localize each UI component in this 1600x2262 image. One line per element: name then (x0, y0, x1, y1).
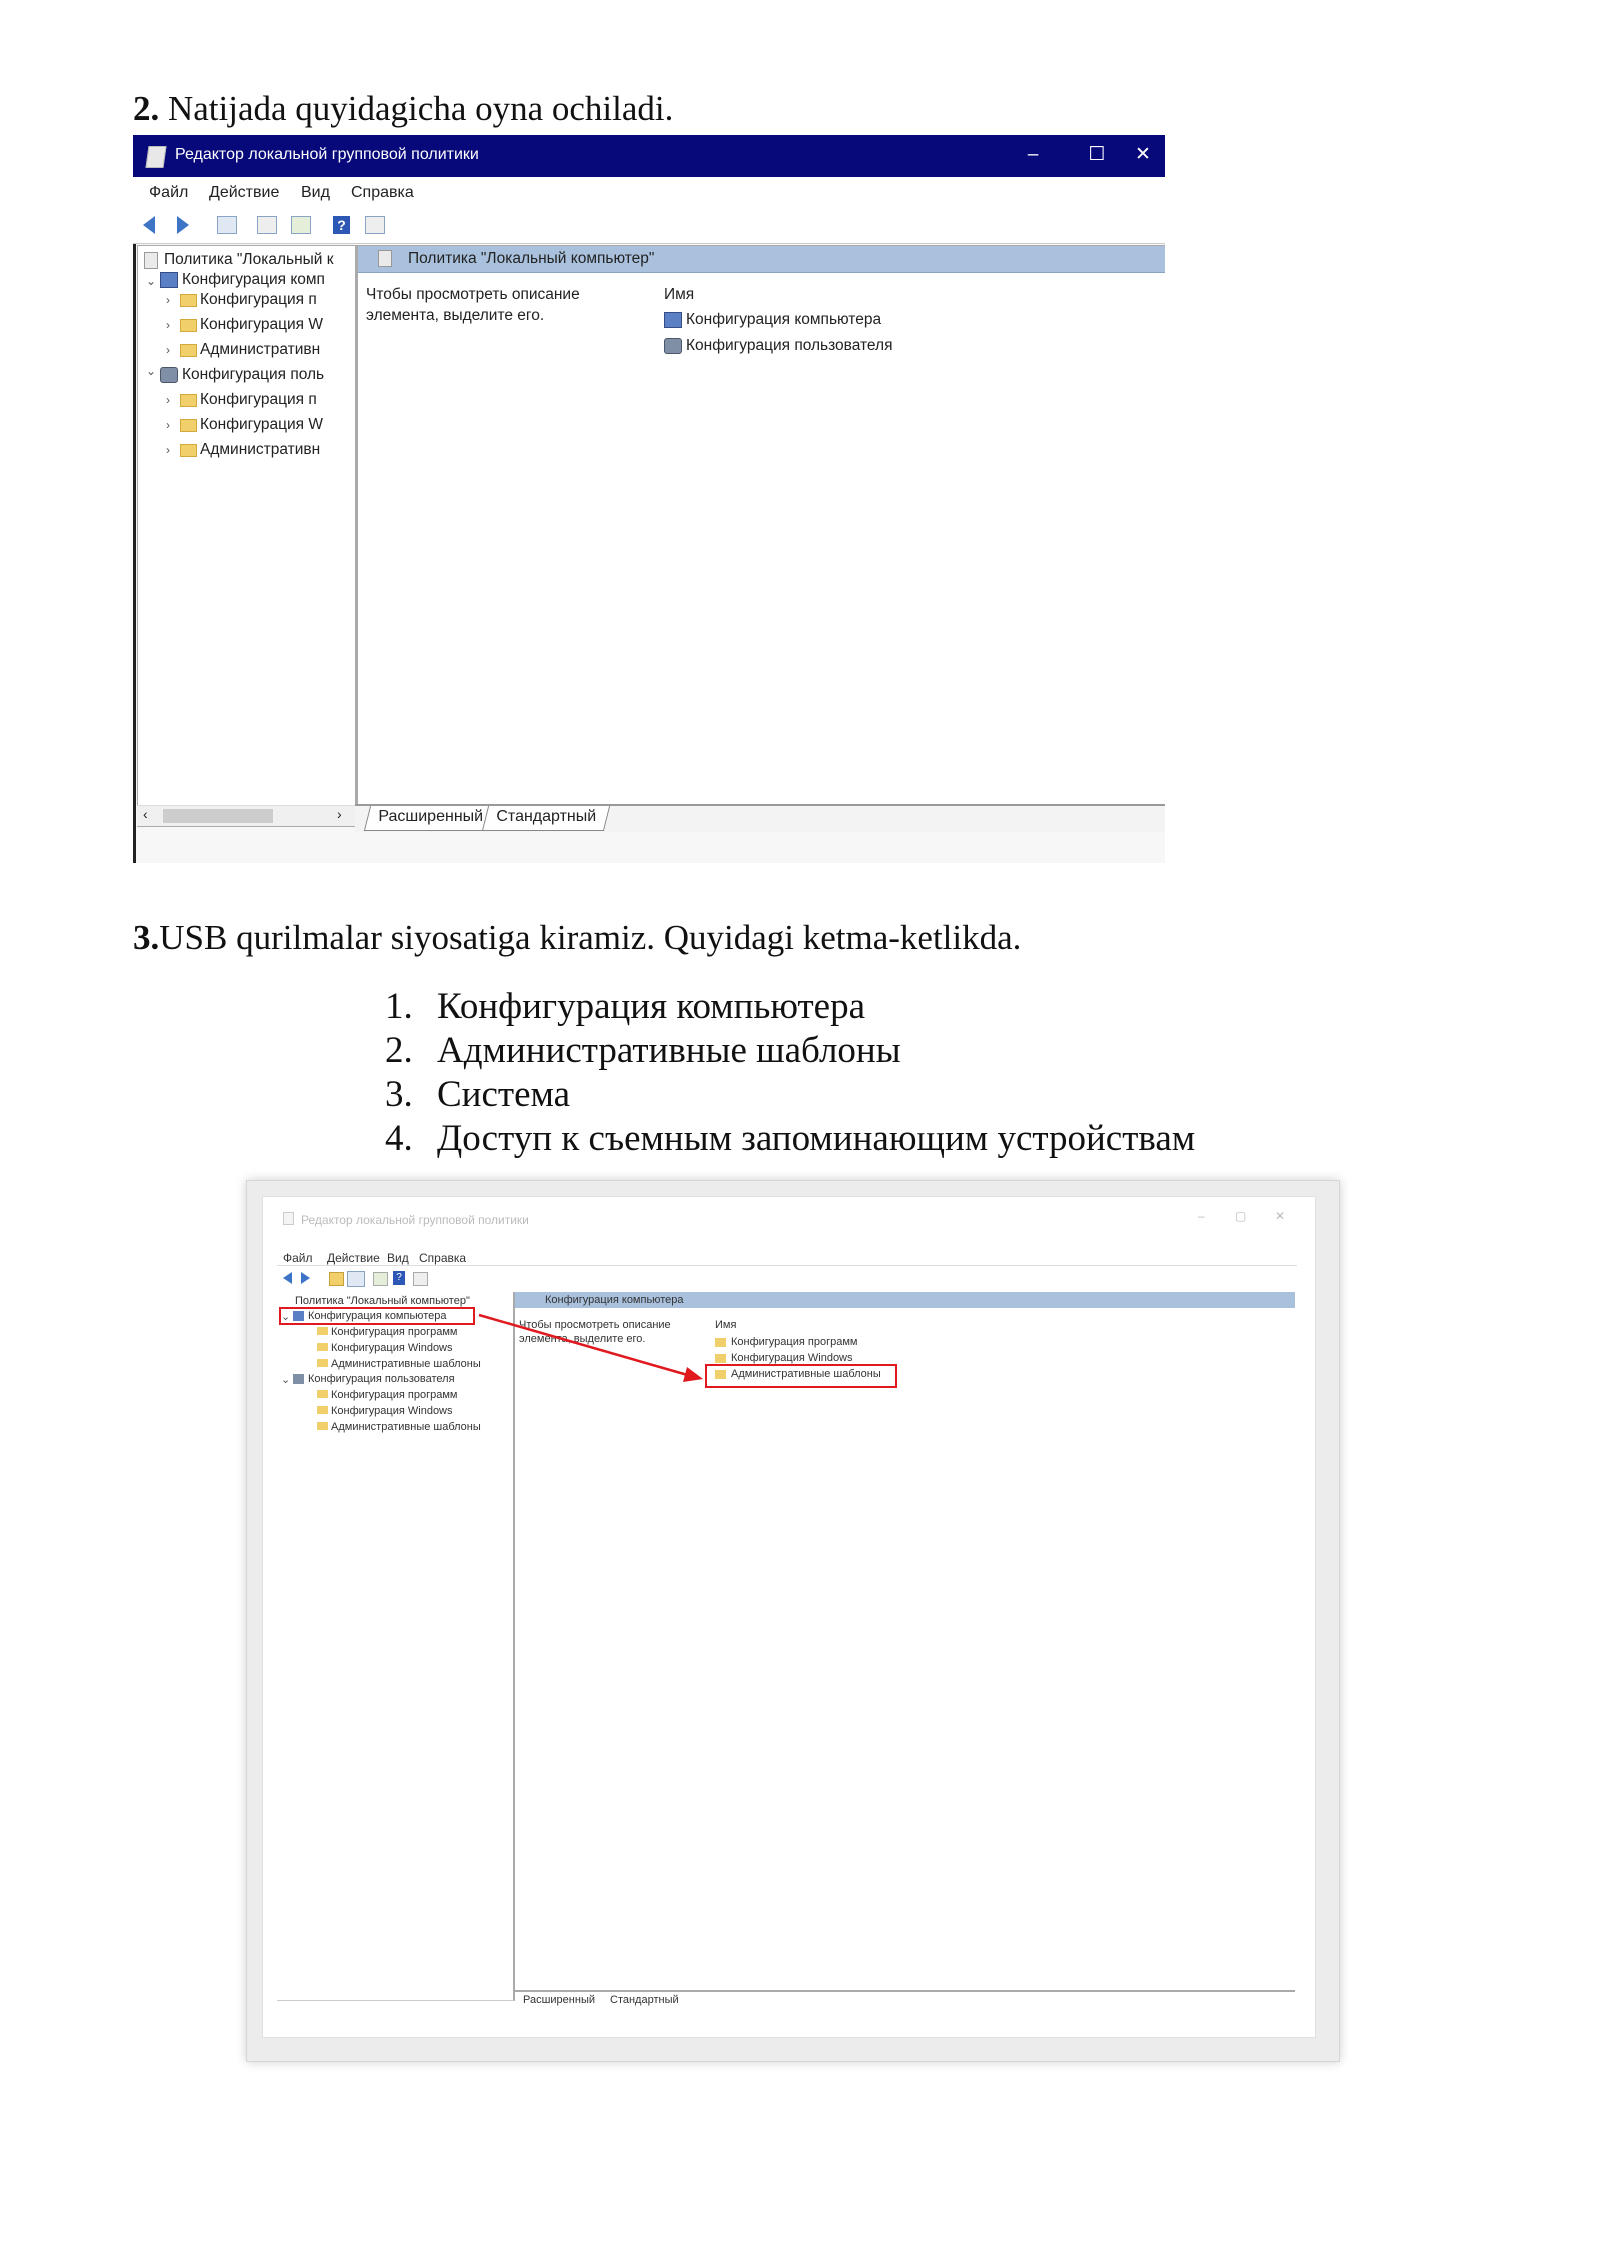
arrow-head (683, 1367, 703, 1382)
close-button[interactable]: ✕ (1135, 144, 1151, 165)
details-pane (355, 245, 1165, 804)
step-number: 3. (385, 1074, 413, 1115)
scroll-right-icon[interactable]: › (337, 806, 342, 822)
tab-label: Расширенный (378, 808, 484, 825)
menu-view[interactable]: Вид (387, 1251, 409, 1265)
computer-icon (664, 312, 682, 328)
menu-bar (133, 177, 1165, 208)
maximize-button[interactable]: ☐ (1088, 144, 1106, 165)
name-column-header[interactable]: Имя (664, 286, 695, 303)
step-2-number: 2. (133, 89, 160, 128)
tab-standard[interactable] (482, 806, 610, 831)
step-2-paragraph (133, 88, 673, 130)
tab-label: Стандартный (496, 808, 597, 825)
name-column-header[interactable]: Имя (715, 1319, 737, 1331)
menu-action[interactable]: Действие (209, 184, 280, 201)
tab-extended[interactable] (364, 806, 497, 831)
tree-user-windows-settings[interactable]: Конфигурация W (200, 416, 323, 433)
list-item[interactable]: Конфигурация Windows (731, 1352, 853, 1364)
chevron-right-icon[interactable]: › (166, 293, 170, 307)
step-3-number: 3. (133, 918, 160, 957)
tree-windows-settings[interactable]: Конфигурация W (200, 316, 323, 333)
horizontal-scrollbar[interactable] (137, 805, 355, 826)
tree-windows-settings[interactable]: Конфигурация Windows (331, 1342, 453, 1354)
export-icon[interactable] (291, 216, 311, 234)
minimize-button[interactable]: – (1198, 1209, 1205, 1223)
tree-software-settings[interactable]: Конфигурация п (200, 291, 317, 308)
navigation-steps-list (385, 985, 1195, 1161)
step-text: Система (437, 1074, 571, 1115)
folder-icon (180, 444, 197, 457)
maximize-button[interactable]: ▢ (1235, 1209, 1247, 1223)
list-item (385, 1117, 1195, 1161)
computer-icon (160, 272, 178, 288)
step-text: Доступ к съемным запоминающим устройствам (437, 1118, 1196, 1159)
scroll-left-icon[interactable]: ‹ (143, 806, 148, 822)
scroll-thumb[interactable] (163, 809, 273, 823)
details-header-title: Политика "Локальный компьютер" (408, 250, 655, 267)
chevron-down-icon[interactable]: ⌄ (281, 1311, 291, 1323)
folder-icon (180, 294, 197, 307)
view-tabs (355, 804, 1165, 832)
folder-icon (180, 394, 197, 407)
step-text: Административные шаблоны (437, 1030, 901, 1071)
chevron-right-icon[interactable]: › (166, 443, 170, 457)
list-item (385, 1073, 1195, 1117)
list-item[interactable]: Административные шаблоны (731, 1368, 881, 1380)
menu-help[interactable]: Справка (419, 1251, 467, 1265)
tab-extended[interactable]: Расширенный (523, 1994, 595, 2006)
tree-root[interactable]: Политика "Локальный компьютер" (295, 1295, 470, 1307)
view-icon[interactable] (365, 216, 385, 234)
properties-icon[interactable] (257, 216, 277, 234)
folder-icon (180, 419, 197, 432)
policy-doc-icon (378, 250, 392, 267)
gpedit-window-screenshot (133, 135, 1165, 863)
menu-file[interactable]: Файл (149, 184, 189, 201)
chevron-right-icon[interactable]: › (166, 418, 170, 432)
step-2-text: Natijada quyidagicha oyna ochiladi. (168, 89, 674, 128)
chevron-right-icon[interactable]: › (166, 343, 170, 357)
user-icon (160, 367, 178, 383)
folder-icon (180, 319, 197, 332)
tree-admin-templates[interactable]: Административн (200, 341, 321, 358)
list-item (385, 1029, 1195, 1073)
tree-user-software-settings[interactable]: Конфигурация п (200, 391, 317, 408)
chevron-right-icon[interactable]: › (166, 318, 170, 332)
step-text: Конфигурация компьютера (437, 986, 866, 1027)
chevron-down-icon[interactable]: ⌄ (281, 1374, 291, 1386)
window-border (133, 177, 136, 863)
minimize-button[interactable]: – (1027, 144, 1039, 165)
step-number: 1. (385, 986, 413, 1027)
tree-user-windows-settings[interactable]: Конфигурация Windows (331, 1405, 453, 1417)
close-button[interactable]: ✕ (1275, 1209, 1286, 1223)
tree-user-config[interactable]: Конфигурация поль (182, 366, 325, 383)
tab-standard[interactable]: Стандартный (610, 1994, 679, 2006)
step-number: 4. (385, 1118, 413, 1159)
gpedit-window-faded (262, 1196, 1316, 2038)
tree-software-settings[interactable]: Конфигурация программ (331, 1326, 458, 1338)
menu-help[interactable]: Справка (351, 184, 414, 201)
tree-user-config[interactable]: Конфигурация пользователя (308, 1373, 455, 1385)
description-line: элемента, выделите его. (519, 1333, 646, 1345)
description-line: Чтобы просмотреть описание (519, 1319, 671, 1331)
arrow-line (479, 1315, 691, 1376)
folder-icon (180, 344, 197, 357)
list-item[interactable]: Конфигурация пользователя (686, 337, 893, 354)
chevron-down-icon[interactable]: ⌄ (146, 274, 157, 288)
step-3-paragraph (133, 917, 1021, 959)
title-bar (133, 135, 1165, 177)
menu-view[interactable]: Вид (301, 184, 330, 201)
tree-user-admin-templates[interactable]: Административн (200, 441, 321, 458)
step-3-text: USB qurilmalar siyosatiga kiramiz. Quyidagi ketma-ketlikda. (159, 918, 1022, 957)
chevron-right-icon[interactable]: › (166, 393, 170, 407)
menu-file[interactable]: Файл (283, 1251, 313, 1265)
chevron-down-icon[interactable]: ⌄ (146, 364, 157, 378)
details-header (358, 246, 1165, 273)
description-line: элемента, выделите его. (366, 307, 545, 324)
tree-admin-templates[interactable]: Административные шаблоны (331, 1358, 481, 1370)
list-item[interactable]: Конфигурация программ (731, 1336, 858, 1348)
help-icon[interactable]: ? (333, 216, 350, 234)
annotation-arrow (263, 1197, 1315, 2037)
gpedit-annotated-screenshot (246, 1180, 1340, 2062)
tree-computer-config[interactable]: Конфигурация компьютера (308, 1310, 447, 1322)
window-title: Редактор локальной групповой политики (175, 146, 479, 163)
description-text (366, 284, 580, 326)
list-item (385, 985, 1195, 1029)
tree-root[interactable]: Политика "Локальный к (164, 251, 334, 268)
console-tree (137, 245, 357, 827)
tree-user-software-settings[interactable]: Конфигурация программ (331, 1389, 458, 1401)
list-item[interactable]: Конфигурация компьютера (686, 311, 882, 328)
details-header-title: Конфигурация компьютера (545, 1294, 684, 1306)
step-number: 2. (385, 1030, 413, 1071)
back-arrow-icon[interactable] (143, 216, 155, 234)
tree-computer-config[interactable]: Конфигурация комп (182, 271, 325, 288)
show-hide-tree-icon[interactable] (217, 216, 237, 234)
user-icon (664, 338, 682, 354)
policy-doc-icon (144, 252, 158, 269)
forward-arrow-icon[interactable] (177, 216, 189, 234)
description-line: Чтобы просмотреть описание (366, 286, 580, 303)
menu-action[interactable]: Действие (327, 1251, 380, 1265)
window-title: Редактор локальной групповой политики (301, 1213, 529, 1227)
app-icon (145, 146, 166, 168)
tree-user-admin-templates[interactable]: Административные шаблоны (331, 1421, 481, 1433)
toolbar (133, 207, 1165, 244)
help-icon[interactable]: ? (393, 1271, 405, 1285)
